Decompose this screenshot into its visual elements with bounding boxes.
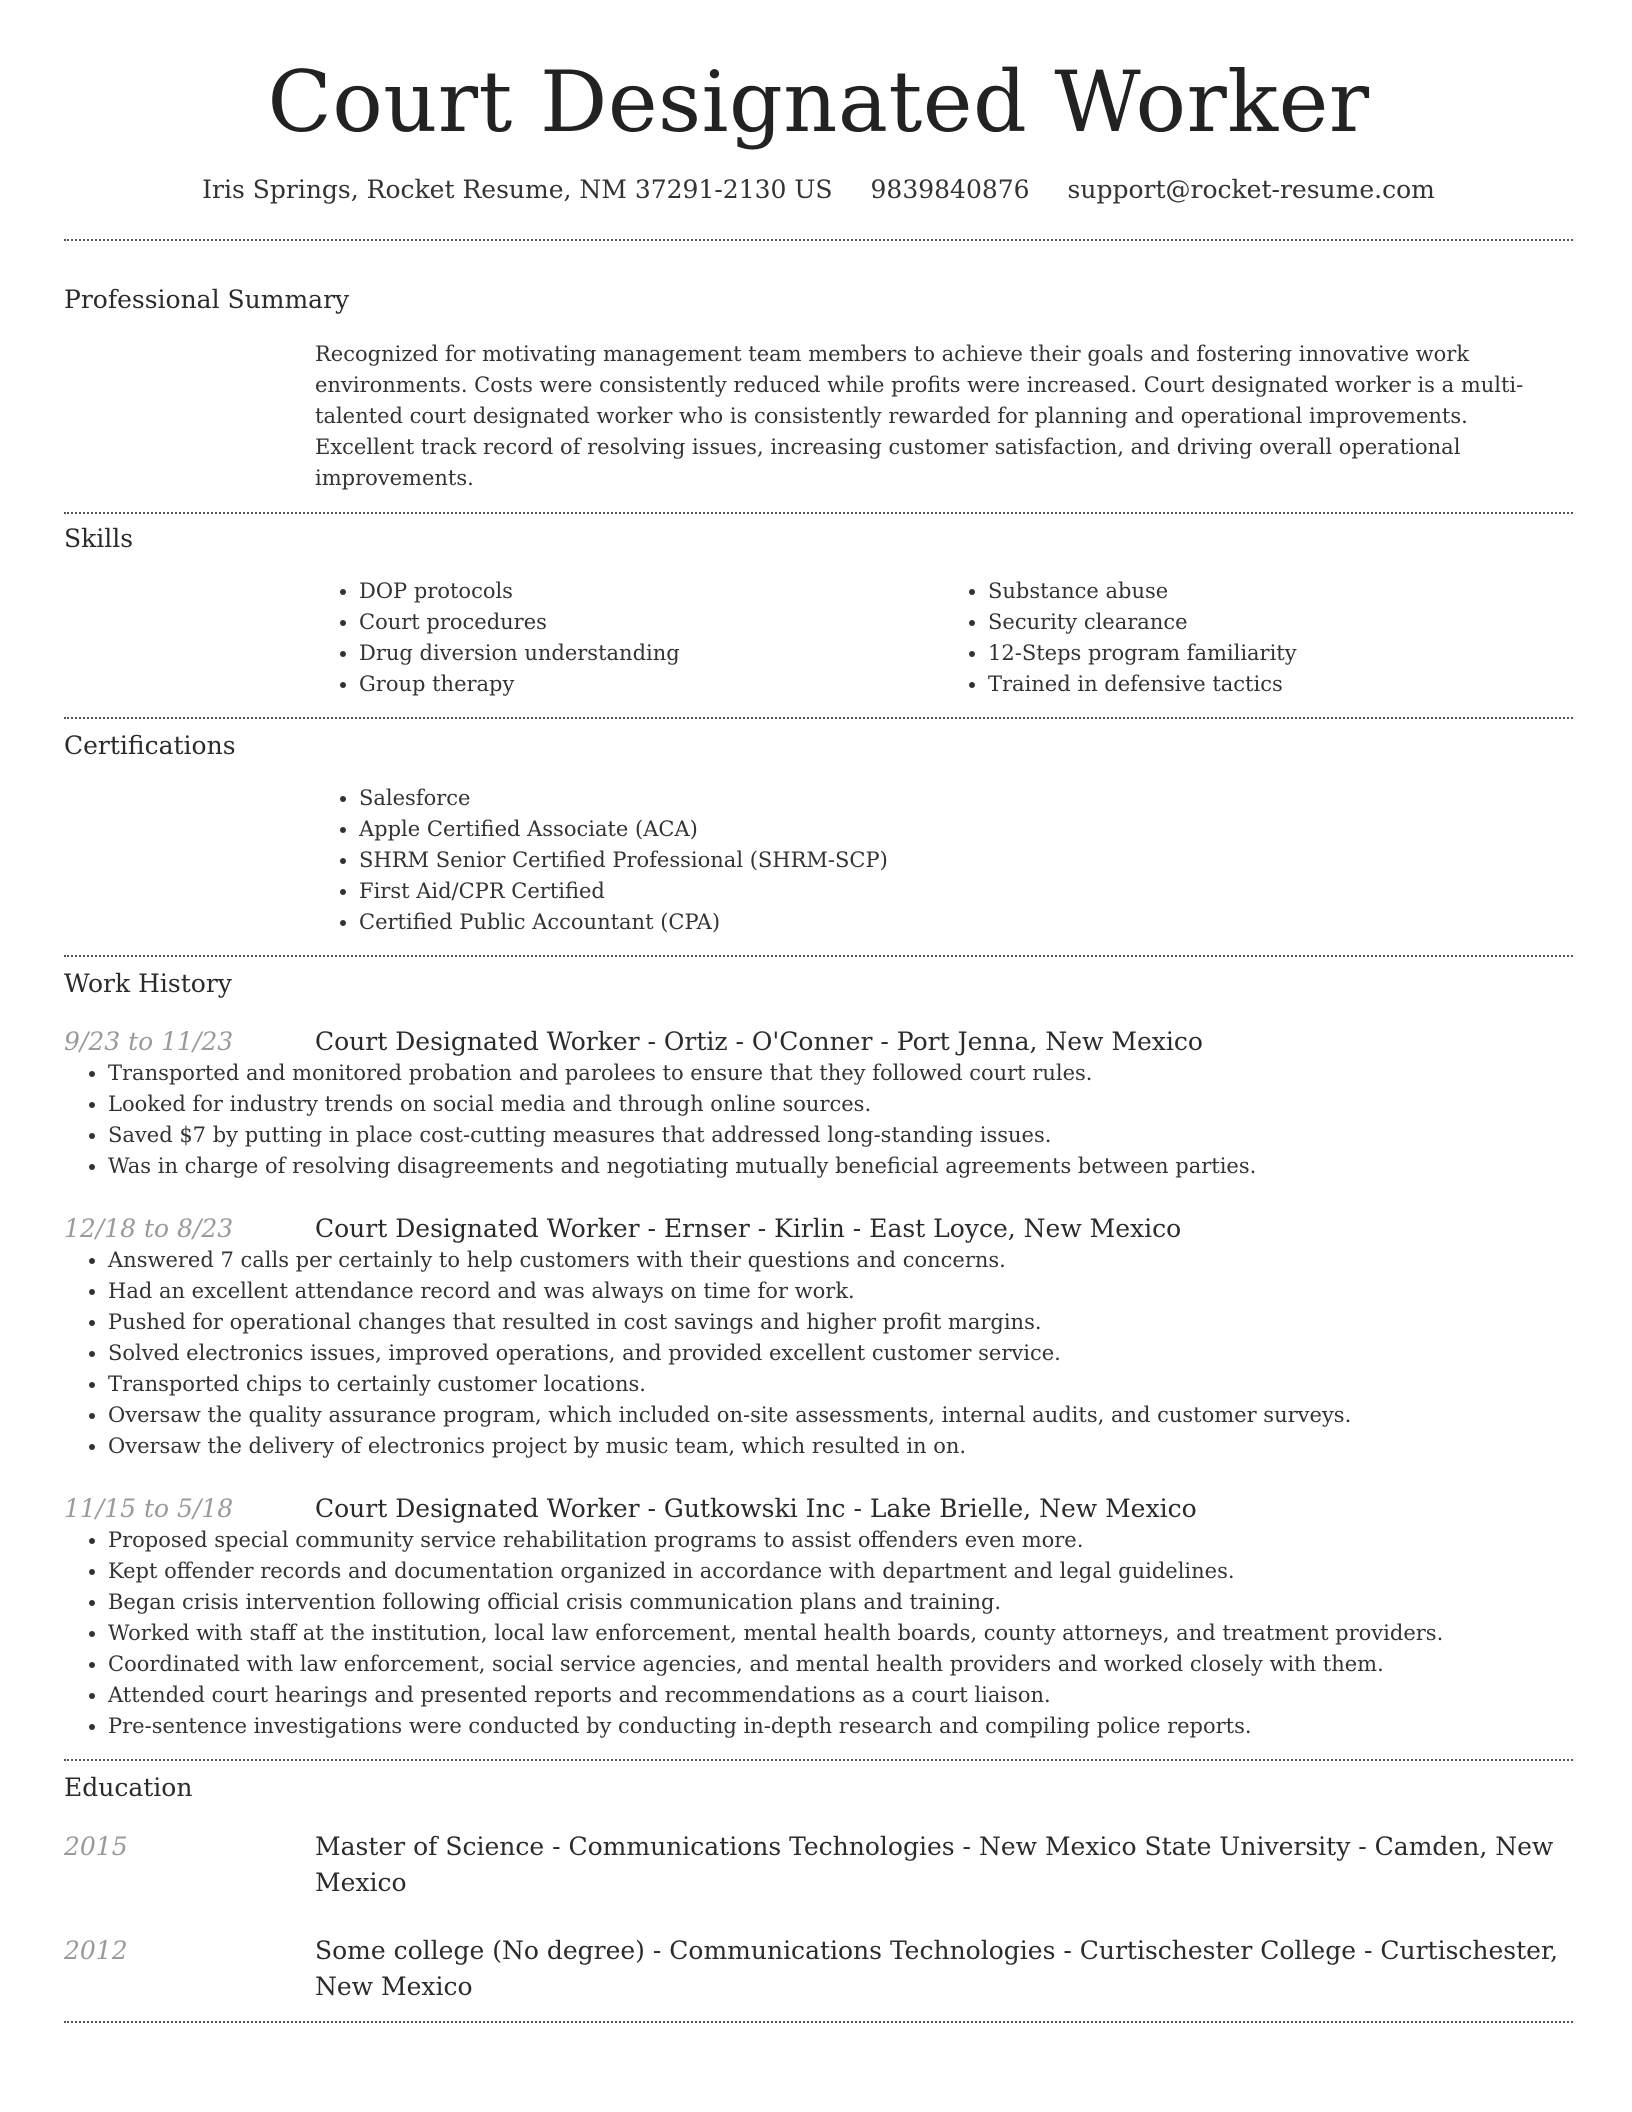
job-bullet: • Saved $7 by putting in place cost-cutting measures that addressed long-standing issues. — [108, 1120, 1573, 1151]
job-entry — [64, 1492, 1573, 1742]
skill-item: • Group therapy — [359, 669, 944, 700]
summary-text: Recognized for motivating management team members to achieve their goals and fostering innovative work environments. Costs were consistently reduced while profits were increased. Court designated worker is a multi-talented court designated worker who is consistently rewarded for planning and operational improvements. Excellent track record of resolving issues, increasing customer satisfaction, and driving overall operational improvements. — [315, 342, 1524, 490]
contact-email: support@rocket-resume.com — [1067, 175, 1435, 204]
education-text: Master of Science - Communications Technologies - New Mexico State University - Camden, New Mexico — [315, 1832, 1554, 1897]
job-dates: 9/23 to 11/23 — [64, 1027, 234, 1056]
job-bullet: • Solved electronics issues, improved operations, and provided excellent customer service. — [108, 1338, 1573, 1369]
education-text: Some college (No degree) - Communications Technologies - Curtischester College - Curtischester, New Mexico — [315, 1936, 1559, 2001]
section-title-skills: Skills — [64, 524, 134, 553]
job-bullet: • Transported chips to certainly customer locations. — [108, 1369, 1573, 1400]
job-entry — [64, 1025, 1573, 1182]
job-bullet: • Attended court hearings and presented reports and recommendations as a court liaison. — [108, 1680, 1573, 1711]
job-heading: Court Designated Worker - Ernser - Kirlin - East Loyce, New Mexico — [315, 1214, 1182, 1243]
section-title-work-history: Work History — [64, 969, 232, 998]
job-bullet: • Kept offender records and documentation organized in accordance with department and legal guidelines. — [108, 1556, 1573, 1587]
certification-item: • Apple Certified Associate (ACA) — [359, 814, 1573, 845]
certification-item: • Certified Public Accountant (CPA) — [359, 907, 1573, 938]
skills-list-right — [944, 576, 1573, 700]
job-dates: 11/15 to 5/18 — [64, 1494, 234, 1523]
job-bullets — [64, 1245, 1573, 1462]
contact-address: Iris Springs, Rocket Resume, NM 37291-2130 US — [202, 175, 833, 204]
job-bullet: • Pushed for operational changes that resulted in cost savings and higher profit margins. — [108, 1307, 1573, 1338]
section-title-summary: Professional Summary — [64, 285, 350, 314]
job-dates: 12/18 to 8/23 — [64, 1214, 234, 1243]
education-entry — [64, 1933, 1573, 2005]
job-bullet: • Began crisis intervention following official crisis communication plans and training. — [108, 1587, 1573, 1618]
skill-item: • Drug diversion understanding — [359, 638, 944, 669]
job-bullet: • Was in charge of resolving disagreements and negotiating mutually beneficial agreements between parties. — [108, 1151, 1573, 1182]
job-bullets — [64, 1058, 1573, 1182]
education-year: 2015 — [64, 1832, 128, 1861]
work-history-section — [64, 957, 1573, 1742]
certifications-section — [64, 719, 1573, 938]
job-bullet: • Pre-sentence investigations were conducted by conducting in-depth research and compiling police reports. — [108, 1711, 1573, 1742]
job-bullet: • Answered 7 calls per certainly to help customers with their questions and concerns. — [108, 1245, 1573, 1276]
certification-item: • First Aid/CPR Certified — [359, 876, 1573, 907]
skill-item: • Security clearance — [988, 607, 1573, 638]
job-bullet: • Coordinated with law enforcement, social service agencies, and mental health providers and worked closely with them. — [108, 1649, 1573, 1680]
summary-section — [64, 241, 1573, 494]
skill-item: • 12-Steps program familiarity — [988, 638, 1573, 669]
section-title-certifications: Certifications — [64, 731, 236, 760]
education-entry — [64, 1829, 1573, 1901]
certifications-list — [315, 783, 1573, 938]
job-bullets — [64, 1525, 1573, 1742]
contact-line — [64, 175, 1573, 205]
resume-page — [64, 0, 1573, 2023]
section-title-education: Education — [64, 1773, 193, 1802]
skill-item: • DOP protocols — [359, 576, 944, 607]
education-year: 2012 — [64, 1936, 128, 1965]
job-bullet: • Worked with staff at the institution, local law enforcement, mental health boards, county attorneys, and treatment providers. — [108, 1618, 1573, 1649]
divider — [64, 2021, 1573, 2023]
contact-phone: 9839840876 — [870, 175, 1030, 204]
job-heading: Court Designated Worker - Gutkowski Inc - Lake Brielle, New Mexico — [315, 1494, 1197, 1523]
job-bullet: • Proposed special community service rehabilitation programs to assist offenders even more. — [108, 1525, 1573, 1556]
job-bullet: • Looked for industry trends on social media and through online sources. — [108, 1089, 1573, 1120]
skills-list-left — [315, 576, 944, 700]
resume-name: Court Designated Worker — [267, 53, 1370, 151]
job-bullet: • Oversaw the delivery of electronics project by music team, which resulted in on. — [108, 1431, 1573, 1462]
skill-item: • Substance abuse — [988, 576, 1573, 607]
skill-item: • Court procedures — [359, 607, 944, 638]
certification-item: • SHRM Senior Certified Professional (SHRM-SCP) — [359, 845, 1573, 876]
job-heading: Court Designated Worker - Ortiz - O'Conner - Port Jenna, New Mexico — [315, 1027, 1203, 1056]
job-bullet: • Had an excellent attendance record and was always on time for work. — [108, 1276, 1573, 1307]
certification-item: • Salesforce — [359, 783, 1573, 814]
job-bullet: • Transported and monitored probation and parolees to ensure that they followed court rules. — [108, 1058, 1573, 1089]
education-section — [64, 1761, 1573, 2005]
job-bullet: • Oversaw the quality assurance program, which included on-site assessments, internal audits, and customer surveys. — [108, 1400, 1573, 1431]
job-entry — [64, 1212, 1573, 1462]
skills-section — [64, 514, 1573, 700]
skill-item: • Trained in defensive tactics — [988, 669, 1573, 700]
